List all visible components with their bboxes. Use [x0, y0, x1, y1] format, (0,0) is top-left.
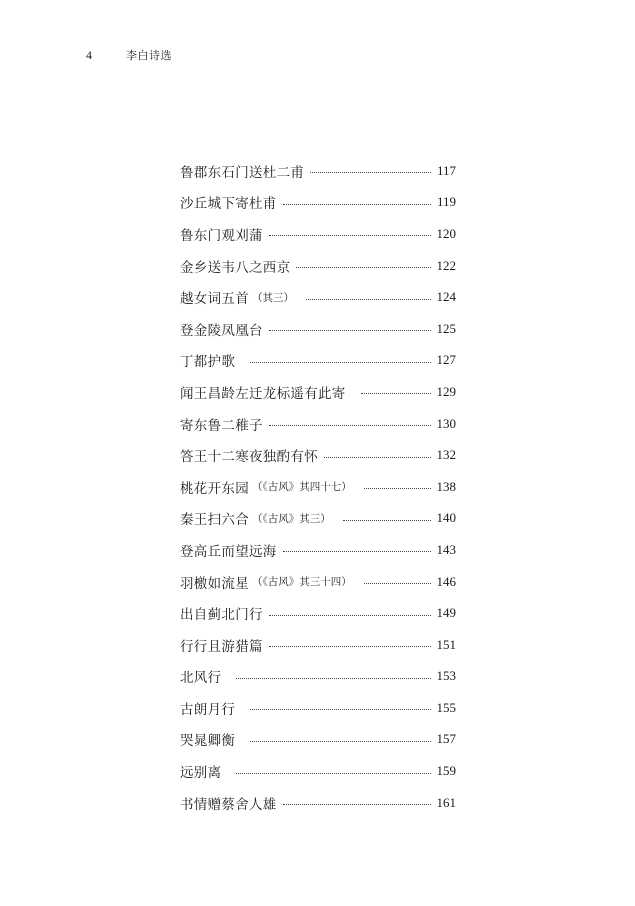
entry-title: 鲁郡东石门送杜二甫: [180, 164, 305, 181]
toc-entry[interactable]: [180, 661, 456, 693]
entry-page-number: 130: [436, 415, 456, 431]
entry-page-number: 155: [436, 699, 456, 715]
table-of-contents: [180, 155, 456, 818]
entry-page-number: 153: [436, 668, 456, 684]
entry-title: 沙丘城下寄杜甫: [180, 196, 277, 213]
entry-title: 寄东鲁二稚子: [180, 417, 263, 434]
dot-leader: [364, 488, 431, 489]
dot-leader: [364, 583, 431, 584]
entry-page-number: 125: [436, 320, 456, 336]
toc-entry[interactable]: [180, 218, 456, 250]
dot-leader: [306, 299, 431, 300]
toc-entry[interactable]: [180, 439, 456, 471]
entry-page-number: 149: [436, 605, 456, 621]
dot-leader: [250, 709, 431, 710]
toc-entry[interactable]: [180, 250, 456, 282]
toc-entry[interactable]: [180, 629, 456, 661]
book-title: 李白诗选: [126, 49, 172, 62]
dot-leader: [343, 520, 431, 521]
entry-title: 哭晁卿衡: [180, 733, 236, 750]
entry-title: 闻王昌龄左迁龙标遥有此寄: [180, 385, 346, 402]
toc-entry[interactable]: [180, 534, 456, 566]
entry-title: 远别离: [180, 765, 222, 782]
dot-leader: [250, 741, 431, 742]
toc-entry[interactable]: [180, 503, 456, 535]
dot-leader: [310, 172, 431, 173]
entry-title: 北风行: [180, 670, 222, 687]
entry-title: 出自蓟北门行: [180, 607, 263, 624]
dot-leader: [361, 393, 431, 394]
dot-leader: [250, 362, 431, 363]
dot-leader: [269, 615, 431, 616]
toc-entry[interactable]: [180, 155, 456, 187]
entry-title: 秦王扫六合: [180, 512, 249, 529]
dot-leader: [269, 330, 431, 331]
running-head: [86, 47, 172, 63]
entry-page-number: 122: [436, 257, 456, 273]
entry-title: 行行且游猎篇: [180, 638, 263, 655]
toc-entry[interactable]: [180, 376, 456, 408]
toc-entry[interactable]: [180, 724, 456, 756]
entry-page-number: 159: [436, 763, 456, 779]
entry-page-number: 120: [436, 225, 456, 241]
toc-entry[interactable]: [180, 597, 456, 629]
entry-page-number: 140: [436, 510, 456, 526]
dot-leader: [236, 773, 431, 774]
entry-page-number: 127: [436, 352, 456, 368]
toc-entry[interactable]: [180, 755, 456, 787]
entry-title: 丁都护歌: [180, 354, 236, 371]
dot-leader: [269, 235, 431, 236]
entry-title: 羽檄如流星: [180, 575, 249, 592]
dot-leader: [236, 678, 431, 679]
toc-entry[interactable]: [180, 313, 456, 345]
entry-page-number: 146: [436, 573, 456, 589]
toc-entry[interactable]: [180, 187, 456, 219]
toc-entry[interactable]: [180, 692, 456, 724]
toc-entry[interactable]: [180, 566, 456, 598]
toc-entry[interactable]: [180, 345, 456, 377]
page-number: 4: [86, 48, 92, 62]
entry-title: 越女词五首: [180, 291, 249, 308]
entry-page-number: 132: [436, 447, 456, 463]
entry-note: （《古风》其四十七）: [252, 481, 352, 494]
entry-page-number: 157: [436, 731, 456, 747]
entry-note: （其三）: [252, 291, 294, 304]
dot-leader: [283, 804, 431, 805]
entry-page-number: 143: [436, 541, 456, 557]
entry-note: （《古风》其三十四）: [252, 576, 352, 589]
dot-leader: [269, 646, 431, 647]
entry-note: （《古风》其三）: [252, 512, 331, 525]
entry-title: 登高丘而望远海: [180, 543, 277, 560]
toc-entry[interactable]: [180, 471, 456, 503]
entry-page-number: 117: [436, 162, 456, 178]
toc-entry[interactable]: [180, 787, 456, 819]
entry-page-number: 124: [436, 289, 456, 305]
dot-leader: [283, 551, 431, 552]
entry-page-number: 151: [436, 636, 456, 652]
entry-title: 金乡送韦八之西京: [180, 259, 291, 276]
entry-page-number: 129: [436, 383, 456, 399]
entry-title: 桃花开东园: [180, 480, 249, 497]
entry-page-number: 161: [436, 794, 456, 810]
entry-title: 古朗月行: [180, 701, 236, 718]
entry-title: 答王十二寒夜独酌有怀: [180, 449, 318, 466]
dot-leader: [296, 267, 431, 268]
toc-entry[interactable]: [180, 281, 456, 313]
entry-title: 鲁东门观刈蒲: [180, 227, 263, 244]
entry-title: 登金陵凤凰台: [180, 322, 263, 339]
entry-page-number: 138: [436, 478, 456, 494]
entry-title: 书情赠蔡舍人雄: [180, 796, 277, 813]
dot-leader: [269, 425, 431, 426]
toc-entry[interactable]: [180, 408, 456, 440]
dot-leader: [324, 457, 431, 458]
dot-leader: [283, 204, 431, 205]
entry-page-number: 119: [436, 194, 456, 210]
